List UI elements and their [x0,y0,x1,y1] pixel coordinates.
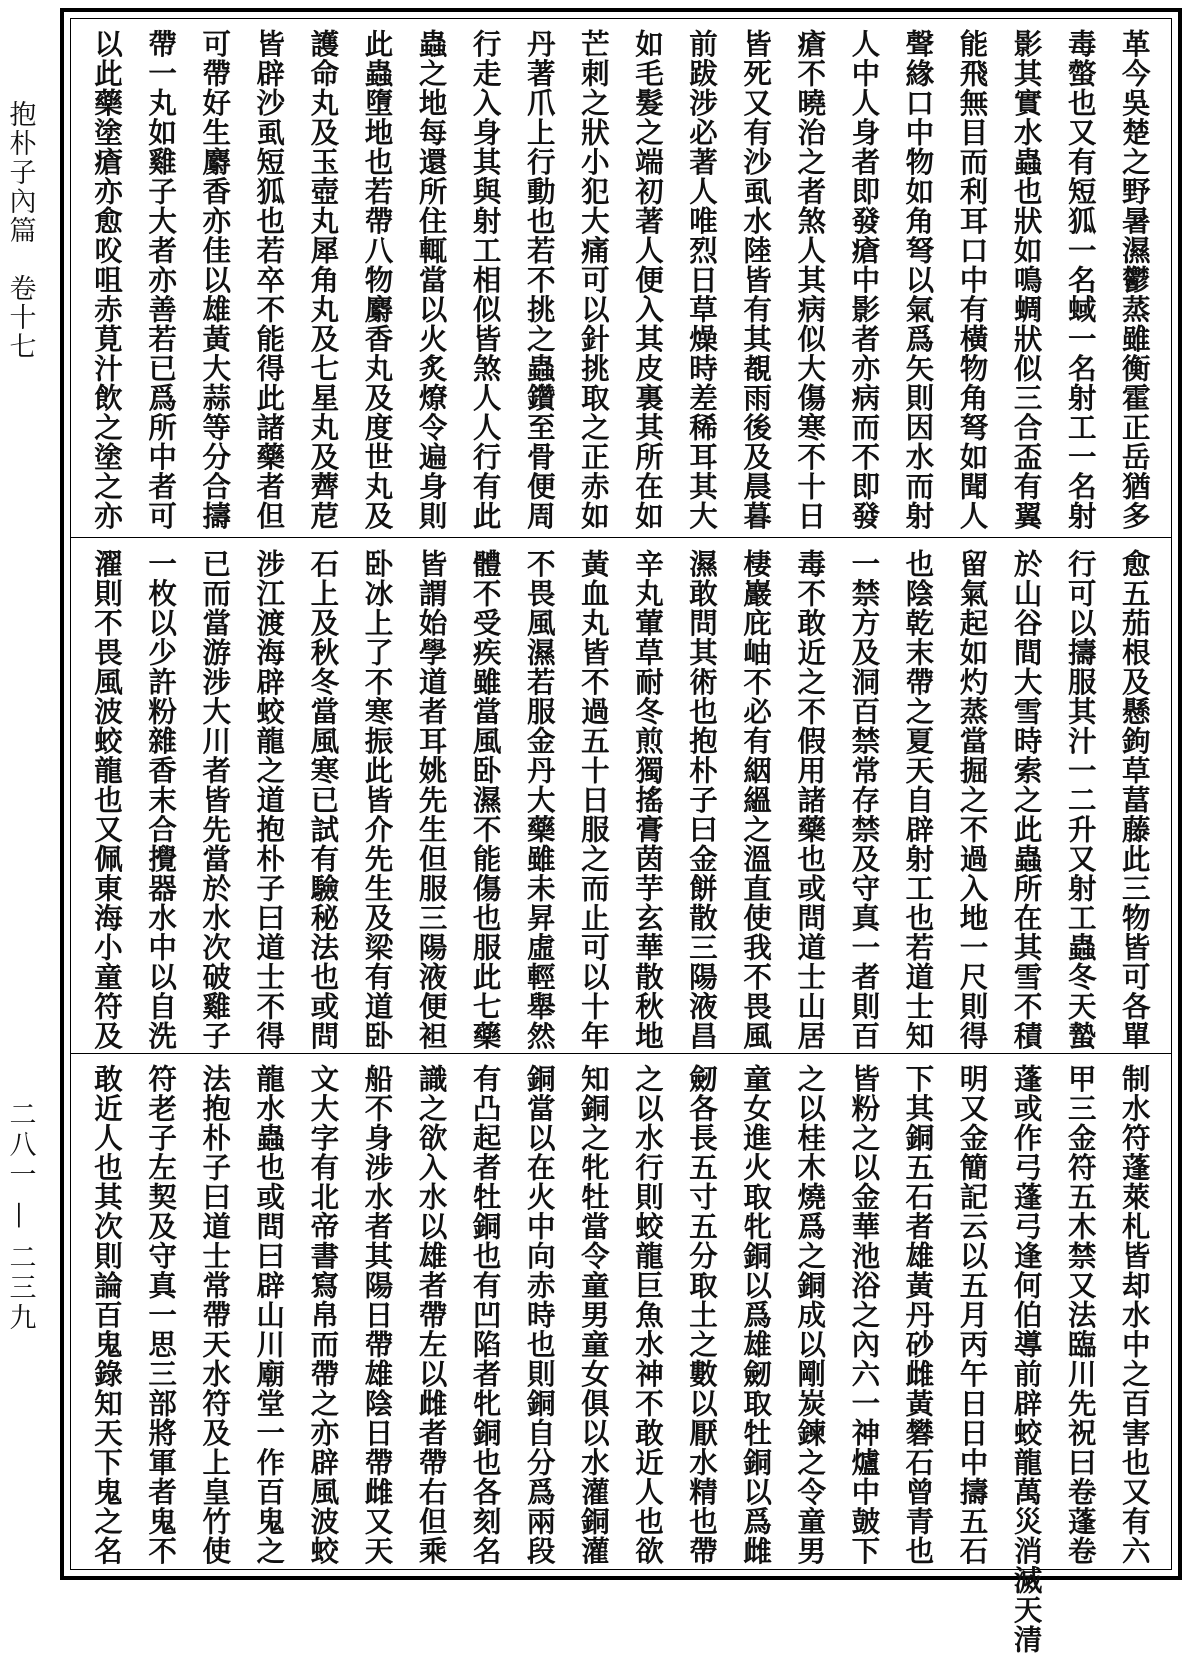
text-column: 識之欲入水以雄者帶左以雌者帶右但乘 [414,1064,449,1566]
text-column: 護命丸及玉壺丸犀角丸及七星丸及薺苨 [306,29,341,531]
text-column: 甲三金符五木禁又法臨川先祝曰卷蓬卷 [1063,1064,1098,1566]
text-column: 敢近人也其次則論百鬼錄知天下鬼之名 [90,1064,124,1566]
text-column: 文大字有北帝書寫帛而帶之亦辟風波蛟 [306,1064,341,1566]
text-column: 此蟲墮地也若帶八物麝香丸及度世丸及 [360,29,395,531]
text-column: 石上及秋冬當風寒已試有驗秘法也或問 [306,549,341,1051]
text-column: 能飛無目而利耳口中有橫物角弩如聞人 [955,29,990,531]
text-column: 也陰乾末帶之夏天自辟射工也若道士知 [901,549,936,1051]
text-column: 不畏風濕若服金丹大藥雖未昇虛輕舉然 [522,549,557,1051]
text-section-3 [71,1064,1171,1654]
text-column: 銅當以在火中向赤時也則銅自分爲兩段 [522,1064,557,1566]
text-column: 劒各長五寸五分取土之數以厭水精也帶 [685,1064,720,1566]
page-number-margin: 二八一 — 二三九 [4,1100,36,1334]
book-title-margin: 抱朴子內篇 卷十七 [4,100,36,361]
text-column: 聲緣口中物如角弩以氣爲矢則因水而射 [901,29,936,531]
page-frame [60,8,1182,1654]
text-column: 瘡不曉治之者煞人其病似大傷寒不十日 [793,29,828,531]
text-column: 行走入身其與射工相似皆煞人人行有此 [468,29,503,531]
text-column: 符老子左契及守真一思三部將軍者鬼不 [144,1064,179,1566]
text-column: 行可以擣服其汁一二升又射工蟲冬天蟄 [1063,549,1098,1051]
text-column: 皆謂始學道者耳姚先生但服三陽液便袒 [414,549,449,1051]
text-column: 一枚以少許粉雜香末合攪器水中以自洗 [144,549,179,1051]
text-column: 人中人身者即發瘡中影者亦病而不即發 [847,29,882,531]
text-column: 棲巖庇岫不必有絪縕之溫直使我不畏風 [739,549,774,1051]
text-column: 蓬或作弓蓬弓逢何伯導前辟蛟龍萬災消滅天清 [1009,1064,1044,1654]
text-column: 卧冰上了不寒振此皆介先生及梁有道卧 [360,549,395,1051]
text-column: 如毛髮之端初著人便入其皮裏其所在如 [630,29,665,531]
text-column: 明又金簡記云以五月丙午日日中擣五石 [955,1064,990,1566]
text-column: 蟲之地每還所住輒當以火炙燎令遍身則 [414,29,449,531]
text-column: 皆死又有沙虱水陸皆有其覩雨後及晨暮 [739,29,774,531]
text-column: 制水符蓬萊札皆却水中之百害也又有六 [1117,1064,1152,1566]
text-column: 前跋涉必著人唯烈日草燥時差稀耳其大 [685,29,720,531]
text-column: 下其銅五石者雄黃丹砂雌黃礬石曾青也 [901,1064,936,1566]
text-column: 毒不敢近之不假用諸藥也或問道士山居 [793,549,828,1051]
text-column: 以此藥塗瘡亦愈㕮咀赤莧汁飲之塗之亦 [90,29,124,531]
text-column: 皆粉之以金華池浴之內六一神爐中皷下 [847,1064,882,1566]
text-column: 之以桂木燒爲之銅成以剛炭鍊之令童男 [793,1064,828,1566]
text-column: 影其實水蟲也狀如鳴蜩狀似三合盃有翼 [1009,29,1044,531]
page-frame-inner [70,18,1172,1654]
text-column: 體不受疾雖當風卧濕不能傷也服此七藥 [468,549,503,1051]
text-column: 丹著爪上行動也若不挑之蟲鑽至骨便周 [522,29,557,531]
text-section-2 [71,549,1171,1051]
text-column: 留氣起如灼蒸當掘之不過入地一尺則得 [955,549,990,1051]
text-column: 之以水行則蛟龍巨魚水神不敢近人也欲 [630,1064,665,1566]
text-column: 童女進火取牝銅以爲雄劒取牡銅以爲雌 [739,1064,774,1566]
text-section-1 [71,29,1171,529]
text-column: 知銅之牝牡當令童男童女俱以水灌銅灌 [576,1064,611,1566]
text-column: 愈五茄根及懸鉤草葍藤此三物皆可各單 [1117,549,1152,1051]
text-column: 一禁方及洞百禁常存禁及守真一者則百 [847,549,882,1051]
text-column: 涉江渡海辟蛟龍之道抱朴子曰道士不得 [252,549,287,1051]
text-column: 有凸起者牡銅也有凹陷者牝銅也各刻名 [468,1064,503,1566]
section-divider [71,537,1171,538]
text-column: 可帶好生麝香亦佳以雄黃大蒜等分合擣 [198,29,233,531]
text-column: 辛丸葷草耐冬煎獨搖膏茵芋玄華散秋地 [630,549,665,1051]
text-column: 於山谷間大雪時索之此蟲所在其雪不積 [1009,549,1044,1051]
section-divider [71,1053,1171,1054]
text-column: 船不身涉水者其陽日帶雄陰日帶雌又天 [360,1064,395,1566]
text-column: 黃血丸皆不過五十日服之而止可以十年 [576,549,611,1051]
text-column: 毒螫也又有短狐一名蜮一名射工一名射 [1063,29,1098,531]
text-column: 已而當游涉大川者皆先當於水次破雞子 [198,549,233,1051]
text-column: 帶一丸如雞子大者亦善若已爲所中者可 [144,29,179,531]
text-column: 濕敢問其術也抱朴子曰金餅散三陽液昌 [685,549,720,1051]
text-column: 皆辟沙虱短狐也若卒不能得此諸藥者但 [252,29,287,531]
text-column: 芒刺之狀小犯大痛可以針挑取之正赤如 [576,29,611,531]
text-column: 龍水蟲也或問曰辟山川廟堂一作百鬼之 [252,1064,287,1566]
text-column: 法抱朴子曰道士常帶天水符及上皇竹使 [198,1064,233,1566]
text-column: 革今吳楚之野暑濕鬱蒸雖衡霍正岳猶多 [1117,29,1152,531]
text-column: 濯則不畏風波蛟龍也又佩東海小童符及 [90,549,124,1051]
